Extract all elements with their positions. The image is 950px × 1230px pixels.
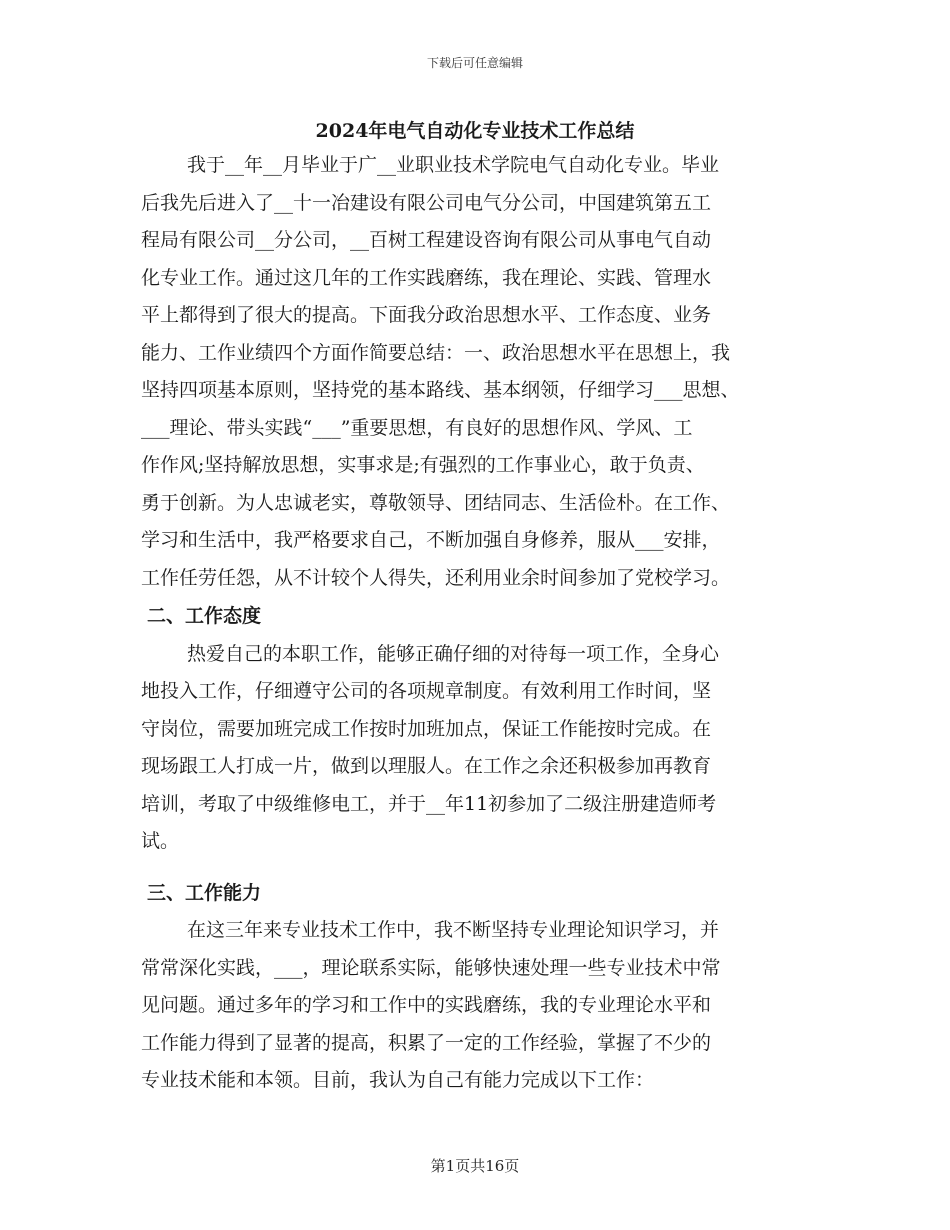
paragraph-line: 热爱自己的本职工作，能够正确仔细的对待每一项工作，全身心 [187, 642, 720, 665]
section-political [141, 147, 821, 597]
paragraph-line: 后我先后进入了__十一冶建设有限公司电气分公司，中国建筑第五工 [141, 191, 712, 214]
section-work-attitude [141, 636, 821, 861]
document-title: 2024年电气自动化专业技术工作总结 [315, 120, 635, 142]
page-header-note: 下载后可任意编辑 [426, 56, 523, 70]
paragraph-line: 工作能力得到了显著的提高，积累了一定的工作经验，掌握了不少的 [141, 1031, 712, 1054]
paragraph-line: 试。 [141, 830, 180, 852]
paragraph-line: 守岗位，需要加班完成工作按时加班加点，保证工作能按时完成。在 [141, 717, 712, 740]
paragraph-line: 地投入工作，仔细遵守公司的各项规章制度。有效利用工作时间，坚 [141, 680, 712, 702]
page-number-footer: 第1页共16页 [430, 1157, 520, 1175]
paragraph-line: 化专业工作。通过这几年的工作实践磨练，我在理论、实践、管理水 [141, 266, 712, 289]
paragraph-line: 见问题。通过多年的学习和工作中的实践磨练，我的专业理论水平和 [141, 994, 712, 1016]
paragraph-line: 现场跟工人打成一片，做到以理服人。在工作之余还积极参加再教育 [141, 755, 712, 777]
section-heading-work-ability: 三、工作能力 [147, 881, 262, 904]
paragraph-line: 培训，考取了中级维修电工，并于__年11初参加了二级注册建造师考 [141, 792, 717, 815]
paragraph-line: 专业技术能和本领。目前，我认为自己有能力完成以下工作： [141, 1069, 655, 1091]
paragraph-line: 坚持四项基本原则，坚持党的基本路线、基本纲领，仔细学习___思想、 [141, 379, 740, 401]
document-body [141, 147, 821, 1100]
paragraph-line: 作作风;坚持解放思想，实事求是;有强烈的工作事业心，敢于负责、 [141, 454, 705, 476]
section-work-ability [141, 912, 821, 1100]
paragraph-line: 我于__年__月毕业于广__业职业技术学院电气自动化专业。毕业 [187, 154, 720, 176]
paragraph-line: 程局有限公司__分公司，__百树工程建设咨询有限公司从事电气自动 [141, 229, 712, 251]
section-heading-work-attitude: 二、工作态度 [147, 605, 262, 627]
paragraph-line: ___理论、带头实践“___”重要思想，有良好的思想作风、学风、工 [141, 416, 693, 439]
paragraph-line: 工作任劳任怨，从不计较个人得失，还利用业余时间参加了党校学习。 [141, 566, 731, 589]
paragraph-line: 常常深化实践，___，理论联系实际，能够快速处理一些专业技术中常 [141, 956, 721, 979]
paragraph-line: 勇于创新。为人忠诚老实，尊敬领导、团结同志、生活俭朴。在工作、 [141, 491, 731, 514]
paragraph-line: 平上都得到了很大的提高。下面我分政治思想水平、工作态度、业务 [141, 304, 712, 326]
paragraph-line: 在这三年来专业技术工作中，我不断坚持专业理论知识学习，并 [187, 919, 720, 941]
paragraph-line: 能力、工作业绩四个方面作简要总结：一、政治思想水平在思想上，我 [141, 341, 731, 364]
paragraph-line: 学习和生活中，我严格要求自己，不断加强自身修养，服从___安排， [141, 529, 721, 551]
